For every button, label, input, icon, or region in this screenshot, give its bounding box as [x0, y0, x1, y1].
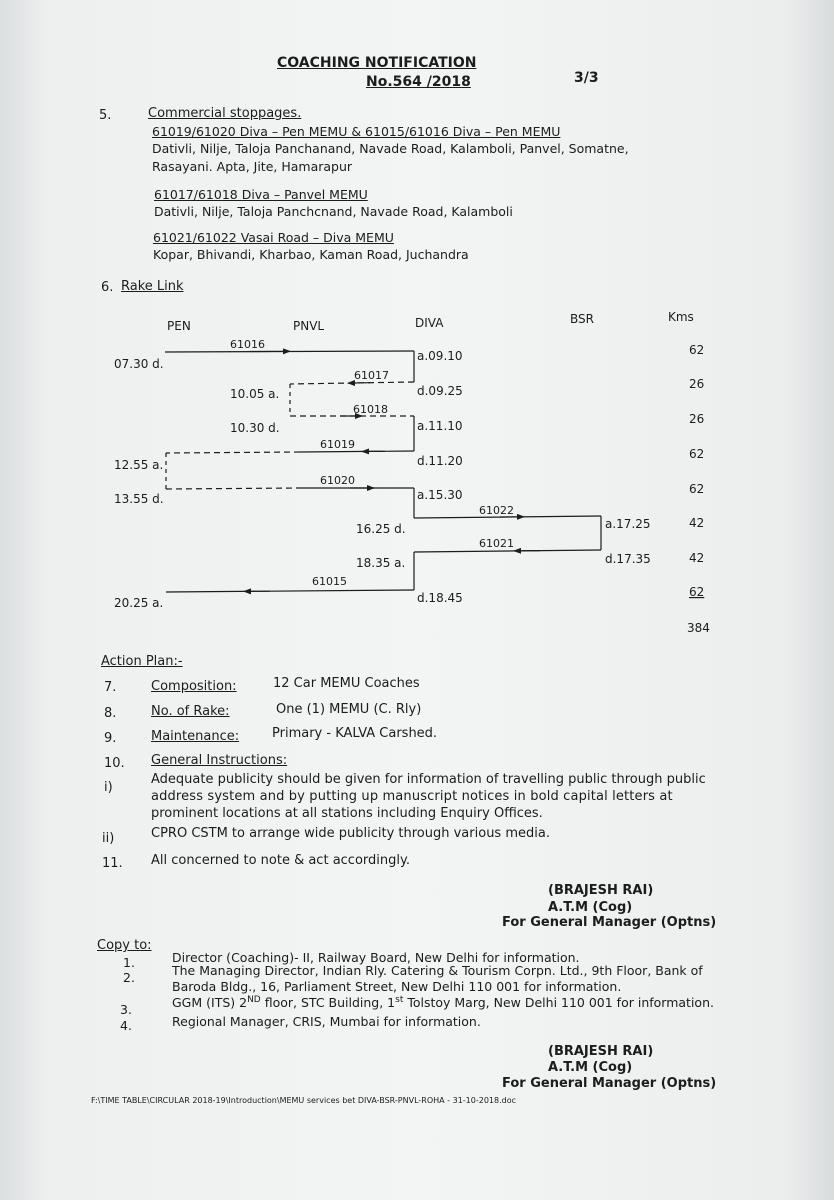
kms-total: 384 — [687, 621, 710, 635]
copy-item-3-sup1: ND — [247, 995, 261, 1005]
diva-time-3: a.11.10 — [417, 419, 463, 433]
signature-for-1: For General Manager (Optns) — [502, 915, 717, 930]
rake-line-61020 — [166, 488, 300, 489]
instruction-i-line3: prominent locations at all stations including Enquiry Offices. — [151, 806, 543, 821]
copy-item-3-text — [172, 995, 714, 1010]
item-9-number: 9. — [104, 731, 117, 746]
rake-line-61021 — [414, 550, 601, 552]
signature-title-1: A.T.M (Cog) — [548, 900, 633, 915]
col-pnvl: PNVL — [293, 319, 325, 333]
diva-time-2: d.09.25 — [417, 384, 463, 398]
pnvl-time-2: 10.30 d. — [230, 421, 280, 435]
diva-time-1: a.09.10 — [417, 349, 463, 363]
copy-item-2-number: 2. — [123, 970, 135, 985]
file-path-footer: F:\TIME TABLE\CIRCULAR 2018-19\Introduction\MEMU services bet DIVA-BSR-PNVL-ROHA - 31-10-2018.doc — [91, 1096, 517, 1105]
item-7-label: Composition: — [151, 679, 237, 694]
copy-to-heading: Copy to: — [97, 938, 152, 953]
col-pen: PEN — [167, 319, 191, 333]
train-61017: 61017 — [354, 369, 389, 382]
diva-time-6: d.18.45 — [417, 591, 463, 605]
signature-title-2: A.T.M (Cog) — [548, 1060, 633, 1075]
diva-time-5: a.15.30 — [417, 488, 463, 502]
train-61020: 61020 — [320, 474, 355, 487]
pnvl-time-1: 10.05 a. — [230, 387, 280, 401]
stoppage-group-3-line1: Kopar, Bhivandi, Kharbao, Kaman Road, Juchandra — [153, 247, 469, 262]
diva-time-4: d.11.20 — [417, 454, 463, 468]
col-kms: Kms — [668, 310, 694, 324]
page-number: 3/3 — [574, 70, 599, 86]
stoppage-group-1-line2: Rasayani. Apta, Jite, Hamarapur — [152, 159, 353, 174]
item-7-value: 12 Car MEMU Coaches — [273, 676, 420, 691]
bsr-time-2: d.17.35 — [605, 552, 651, 566]
train-61018: 61018 — [353, 403, 388, 416]
action-plan-heading: Action Plan:- — [101, 654, 183, 669]
instruction-ii-number: ii) — [102, 831, 115, 846]
notification-title: COACHING NOTIFICATION — [277, 55, 477, 71]
item-11-number: 11. — [102, 856, 123, 871]
pen-time-3: 13.55 d. — [114, 492, 164, 506]
copy-item-3-part3: Tolstoy Marg, New Delhi 110 001 for information. — [403, 995, 714, 1011]
copy-item-3-part2: floor, STC Building, 1 — [260, 995, 396, 1011]
copy-item-1-text: Director (Coaching)- II, Railway Board, New Delhi for information. — [172, 950, 580, 965]
kms-4: 62 — [689, 447, 705, 461]
train-61019: 61019 — [320, 438, 355, 451]
col-diva: DIVA — [415, 316, 444, 330]
item-8-label: No. of Rake: — [151, 704, 230, 719]
pen-time-1: 07.30 d. — [114, 357, 164, 371]
rake-line-61019-solid — [300, 451, 414, 452]
kms-2: 26 — [689, 377, 705, 391]
instruction-i-line1: Adequate publicity should be given for information of travelling public through public — [151, 772, 706, 787]
copy-item-2-line1: The Managing Director, Indian Rly. Catering & Tourism Corpn. Ltd., 9th Floor, Bank of — [172, 963, 703, 978]
instruction-i-line2: address system and by putting up manuscript notices in bold capital letters at — [151, 789, 673, 804]
signature-name-2: (BRAJESH RAI) — [548, 1044, 654, 1059]
section-5-heading: Commercial stoppages. — [148, 106, 302, 121]
kms-5: 62 — [689, 482, 705, 496]
rake-line-61019 — [166, 452, 300, 453]
item-8-number: 8. — [104, 706, 117, 721]
copy-item-1-number: 1. — [123, 955, 135, 970]
stoppage-group-3-title: 61021/61022 Vasai Road – Diva MEMU — [153, 230, 394, 245]
rake-line-61015 — [166, 590, 414, 592]
train-61021: 61021 — [479, 537, 514, 550]
train-61016: 61016 — [230, 338, 265, 351]
copy-item-3-number: 3. — [120, 1002, 132, 1017]
stoppage-group-1-line1: Dativli, Nilje, Taloja Panchanand, Navade Road, Kalamboli, Panvel, Somatne, — [152, 141, 629, 156]
kms-1: 62 — [689, 343, 705, 357]
copy-item-2-line2: Baroda Bldg., 16, Parliament Street, New Delhi 110 001 for information. — [172, 979, 622, 994]
train-61022: 61022 — [479, 504, 514, 517]
instruction-ii-line1: CPRO CSTM to arrange wide publicity through various media. — [151, 826, 550, 841]
section-6-heading: Rake Link — [121, 279, 184, 294]
signature-for-2: For General Manager (Optns) — [502, 1076, 717, 1091]
item-7-number: 7. — [104, 680, 117, 695]
copy-item-3-sup2: st — [395, 995, 404, 1005]
copy-item-4-number: 4. — [120, 1018, 132, 1033]
kms-8: 62 — [689, 585, 705, 599]
general-instructions-heading: General Instructions: — [151, 753, 288, 768]
signature-name-1: (BRAJESH RAI) — [548, 883, 654, 898]
train-61015: 61015 — [312, 575, 347, 588]
copy-item-3-part1: GGM (ITS) 2 — [172, 995, 248, 1011]
item-9-label: Maintenance: — [151, 729, 240, 744]
kms-6: 42 — [689, 516, 705, 530]
pen-time-4: 20.25 a. — [114, 596, 164, 610]
item-10-number: 10. — [104, 756, 125, 771]
section-6-number: 6. — [101, 280, 114, 295]
stoppage-group-1-title: 61019/61020 Diva – Pen MEMU & 61015/61016 Diva – Pen MEMU — [152, 124, 561, 139]
item-8-value: One (1) MEMU (C. Rly) — [276, 702, 422, 717]
instruction-i-number: i) — [104, 780, 113, 795]
kms-7: 42 — [689, 551, 705, 565]
pnvl-time-3: 16.25 d. — [356, 522, 406, 536]
section-5-number: 5. — [99, 108, 112, 123]
copy-item-4-text: Regional Manager, CRIS, Mumbai for information. — [172, 1014, 481, 1029]
item-9-value: Primary - KALVA Carshed. — [272, 726, 438, 741]
stoppage-group-2-line1: Dativli, Nilje, Taloja Panchcnand, Navade Road, Kalamboli — [154, 204, 513, 219]
pen-time-2: 12.55 a. — [114, 458, 164, 472]
pnvl-time-4: 18.35 a. — [356, 556, 406, 570]
col-bsr: BSR — [570, 312, 594, 326]
kms-3: 26 — [689, 412, 705, 426]
notification-number: No.564 /2018 — [366, 74, 471, 90]
bsr-time-1: a.17.25 — [605, 517, 651, 531]
stoppage-group-2-title: 61017/61018 Diva – Panvel MEMU — [154, 187, 368, 202]
item-11-text: All concerned to note & act accordingly. — [151, 853, 410, 868]
